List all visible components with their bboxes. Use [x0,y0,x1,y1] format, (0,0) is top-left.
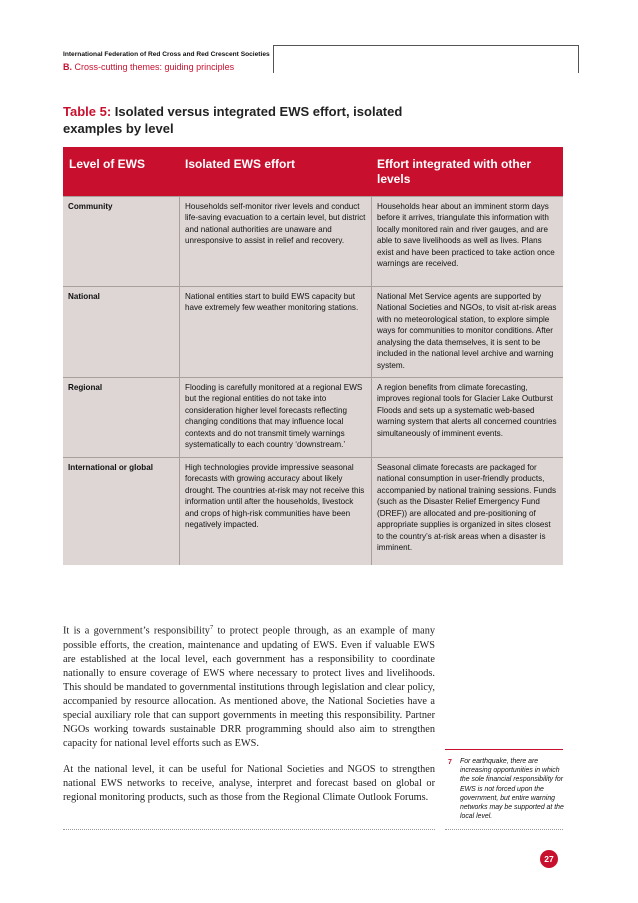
table-body [63,196,563,565]
header-section-letter: B. [63,62,72,72]
table-cell-level: Community [68,202,113,211]
table-title-number: Table 5: [63,104,112,119]
table-cell-level: International or global [68,463,153,472]
table-cell-integrated: National Met Service agents are supported by National Societies and NGOs, to visit at-risk areas with no meteorological station, to explore simple ways for communities to monitor conditions. After analysing the data themselves, it is sent to be included in the national level archive and warning system. [371,287,563,377]
table-row [63,457,563,565]
body-text [63,621,435,818]
header-divider [273,45,274,73]
table-cell-isolated: High technologies provide impressive seasonal forecasts with growing accuracy about likely drought. The countries at-risk may not receive this information until after the households, livestock and crops of high-risk communities have been negatively impacted. [179,458,371,565]
body-divider [63,829,435,830]
table-row [63,196,563,286]
page-number: 27 [540,850,558,868]
header-divider-right [578,45,579,73]
footnote-rule [445,749,563,750]
table-row [63,286,563,377]
table-cell-level: National [68,292,100,301]
footnote-text: For earthquake, there are increasing opportunities in which the sole financial responsibility for EWS is not forced upon the government, but entire warning networks may be supported at the local level. [460,758,564,821]
header-section-title: Cross-cutting themes: guiding principles [74,62,235,72]
table-cell-integrated: Households hear about an imminent storm days before it arrives, triangulate this information with locally monitored rain and river gauges, and are able to save livelihoods as well as lives. Plans exist and have been practiced to take action once warnings are received. [371,197,563,286]
table-header-level: Level of EWS [69,157,146,171]
table-title-text: Isolated versus integrated EWS effort, isolated examples by level [63,104,403,136]
table-cell-isolated: National entities start to build EWS capacity but have extremely few weather monitoring stations. [179,287,371,377]
table-cell-integrated: Seasonal climate forecasts are packaged for national consumption in user-friendly products, accompanied by national training sessions. Funds (such as the Disaster Relief Emergency Fund (DREF)) are allocated and pre-positioning of appropriate supplies is organized in sites closest to the country’s at-risk areas when a disaster is imminent. [371,458,563,565]
footnote-number: 7 [448,759,452,766]
table-cell-isolated: Flooding is carefully monitored at a regional EWS but the regional entities do not take into consideration higher level forecasts reflecting changing conditions that may influence local contexts and do not transmit timely warnings systematically to each country ‘downstream.’ [179,378,371,457]
table-cell-level: Regional [68,383,103,392]
table-title [63,103,443,137]
table-row [63,377,563,457]
header-section [63,62,234,72]
body-paragraph-rest: to protect people through, as an example of many possible efforts, the creation, maintenance and updating of EWS. Even if valuable EWS are established at the local level, each government has a responsibility to coordinate nationally to ensure coverage of EWS where necessary to protect lives and livelihoods. This should be mandated to governmental institutions through legislation and clear policy, accompanied by resource allocation. As mentioned above, the National Societies have a special auxiliary role that can support governments in meeting this responsibility. Partner NGOs working towards sustainable DRR programming should also aim to strengthen capacity for national level efforts such as EWS. [63,625,435,750]
footnote-divider [445,829,563,830]
body-paragraph-start: It is a government’s responsibility [63,625,210,637]
body-paragraph [63,621,435,751]
table-header-isolated: Isolated EWS effort [185,157,296,171]
table-cell-integrated: A region benefits from climate forecasting, improves regional tools for Glacier Lake Outburst Floods and sets up a systematic web-based warning system that alerts all concerned countries simultaneously of imminent events. [371,378,563,457]
ews-table [63,147,563,565]
header-rule [273,45,579,46]
table-header-integrated: Effort integrated with other levels [377,157,531,186]
table-cell-isolated: Households self-monitor river levels and conduct life-saving evacuation to a certain level, but district and national authorities are unaware and unresponsive to assist in relief and recovery. [179,197,371,286]
table-header-row [63,147,563,196]
header-organization: International Federation of Red Cross and Red Crescent Societies [63,51,270,58]
footnote-ref[interactable]: 7 [209,624,214,631]
body-paragraph: At the national level, it can be useful for National Societies and NGOS to strengthen national EWS networks to receive, analyse, interpret and forecast based on global or regional monitoring products, such as those from the Regional Climate Outlook Forums. [63,764,435,804]
